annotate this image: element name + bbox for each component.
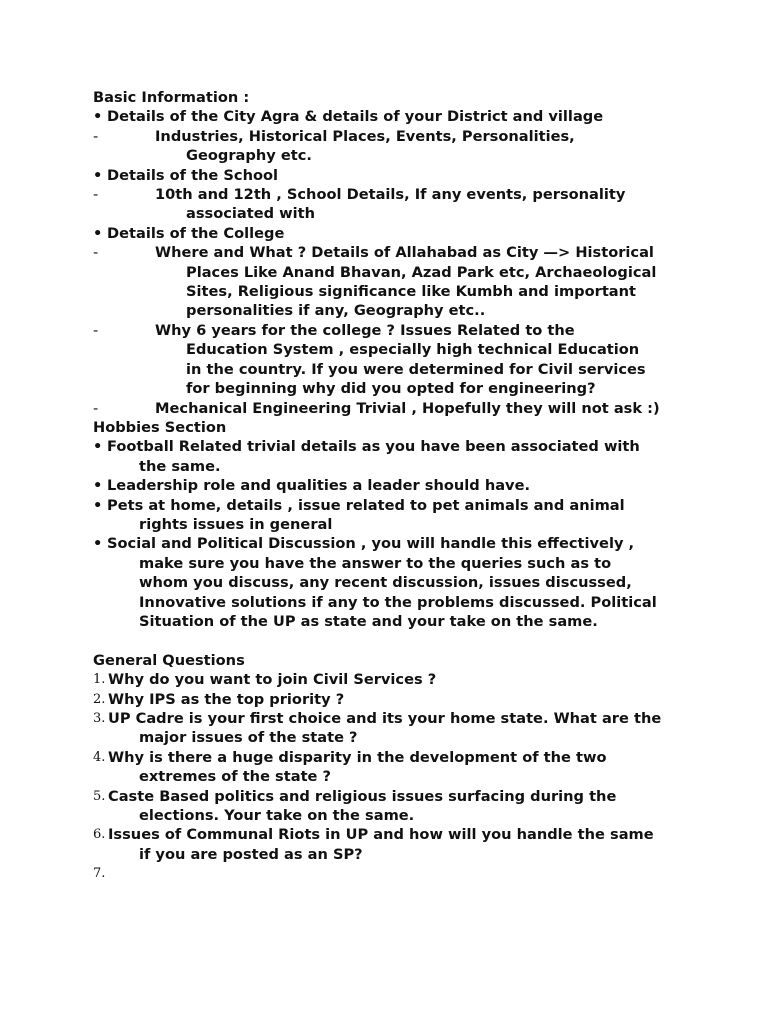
dash-icon: - bbox=[93, 321, 99, 339]
bullet-icon: • bbox=[93, 496, 103, 514]
list-item bbox=[93, 534, 703, 553]
list-item-text: Sites, Religious significance like Kumbh and important bbox=[186, 283, 637, 301]
item-number: 3. bbox=[93, 710, 106, 726]
list-item-text: Innovative solutions if any to the problems discussed. Political bbox=[139, 593, 657, 611]
list-item bbox=[93, 437, 703, 456]
bullet-icon: • bbox=[93, 477, 103, 495]
list-item bbox=[93, 825, 703, 844]
list-item-text: Details of the School bbox=[107, 166, 279, 184]
bullet-icon: • bbox=[93, 224, 103, 242]
list-item-text: associated with bbox=[186, 205, 315, 223]
list-item bbox=[93, 321, 703, 340]
list-item-text: UP Cadre is your first choice and its your home state. What are the bbox=[108, 709, 662, 727]
item-number: 2. bbox=[93, 691, 106, 707]
list-item-text: Mechanical Engineering Trivial , Hopefully they will not ask :) bbox=[155, 399, 660, 417]
list-item bbox=[93, 787, 703, 806]
item-number: 6. bbox=[93, 827, 106, 843]
bullet-icon: • bbox=[93, 108, 103, 126]
list-item bbox=[93, 107, 703, 126]
item-number: 1. bbox=[93, 672, 106, 688]
list-item-text: Pets at home, details , issue related to pet animals and animal bbox=[107, 496, 625, 514]
list-item-text: Social and Political Discussion , you will handle this effectively , bbox=[107, 535, 635, 553]
list-item-text: Football Related trivial details as you have been associated with bbox=[107, 438, 640, 456]
list-item bbox=[93, 670, 703, 689]
list-item-text: major issues of the state ? bbox=[139, 729, 358, 747]
bullet-icon: • bbox=[93, 535, 103, 553]
list-item-text: Why is there a huge disparity in the development of the two bbox=[108, 748, 607, 766]
list-item-text: Details of the City Agra & details of your District and village bbox=[107, 108, 604, 126]
list-item bbox=[93, 224, 703, 243]
list-item-text: personalities if any, Geography etc.. bbox=[186, 302, 486, 320]
list-item-text: Details of the College bbox=[107, 224, 285, 242]
bullet-icon: • bbox=[93, 166, 103, 184]
list-item bbox=[93, 690, 703, 709]
list-item bbox=[93, 166, 703, 185]
dash-icon: - bbox=[93, 244, 99, 262]
list-item-text: Why do you want to join Civil Services ? bbox=[108, 671, 437, 689]
basic-info-heading: Basic Information : bbox=[93, 89, 250, 106]
list-item-text: 10th and 12th , School Details, If any events, personality bbox=[155, 186, 626, 204]
list-item-text: Issues of Communal Riots in UP and how will you handle the same bbox=[108, 826, 654, 844]
list-item-text: Where and What ? Details of Allahabad as City —> Historical bbox=[155, 244, 654, 262]
list-item-text: the same. bbox=[139, 457, 221, 475]
dash-icon: - bbox=[93, 186, 99, 204]
list-item-text: Education System , especially high technical Education bbox=[186, 341, 640, 359]
list-item-text: Leadership role and qualities a leader should have. bbox=[107, 477, 531, 495]
list-item-text: Caste Based politics and religious issues surfacing during the bbox=[108, 787, 617, 805]
list-item-text: Why 6 years for the college ? Issues Related to the bbox=[155, 321, 575, 339]
list-item bbox=[93, 496, 703, 515]
list-item bbox=[93, 127, 703, 146]
list-item-text: Situation of the UP as state and your take on the same. bbox=[139, 612, 598, 630]
list-item-text: Places Like Anand Bhavan, Azad Park etc, Archaeological bbox=[186, 263, 657, 281]
list-item-text: Industries, Historical Places, Events, Personalities, bbox=[155, 127, 575, 145]
bullet-icon: • bbox=[93, 438, 103, 456]
list-item bbox=[93, 243, 703, 262]
general-questions-heading: General Questions bbox=[93, 651, 245, 669]
item-number: 5. bbox=[93, 788, 106, 804]
list-item bbox=[93, 476, 703, 495]
list-item-text: Geography etc. bbox=[186, 147, 312, 165]
list-item-text: elections. Your take on the same. bbox=[139, 807, 415, 825]
list-item bbox=[93, 748, 703, 767]
list-item bbox=[93, 185, 703, 204]
list-item-text: in the country. If you were determined for Civil services bbox=[186, 360, 646, 378]
list-item-text: whom you discuss, any recent discussion, issues discussed, bbox=[139, 574, 632, 592]
document-body bbox=[93, 88, 703, 882]
list-item bbox=[93, 399, 703, 418]
list-item-text: extremes of the state ? bbox=[139, 768, 331, 786]
dash-icon: - bbox=[93, 399, 99, 417]
list-item-text: if you are posted as an SP? bbox=[139, 845, 363, 863]
list-item-text: make sure you have the answer to the queries such as to bbox=[139, 554, 612, 572]
item-number: 4. bbox=[93, 749, 106, 765]
list-item bbox=[93, 709, 703, 728]
spacer bbox=[93, 631, 703, 650]
list-item-text: Why IPS as the top priority ? bbox=[108, 690, 345, 708]
hobbies-heading: Hobbies Section bbox=[93, 418, 227, 436]
list-item-text: rights issues in general bbox=[139, 515, 333, 533]
item-number: 7. bbox=[93, 866, 106, 882]
dash-icon: - bbox=[93, 127, 99, 145]
list-item-text: for beginning why did you opted for engineering? bbox=[186, 380, 596, 398]
